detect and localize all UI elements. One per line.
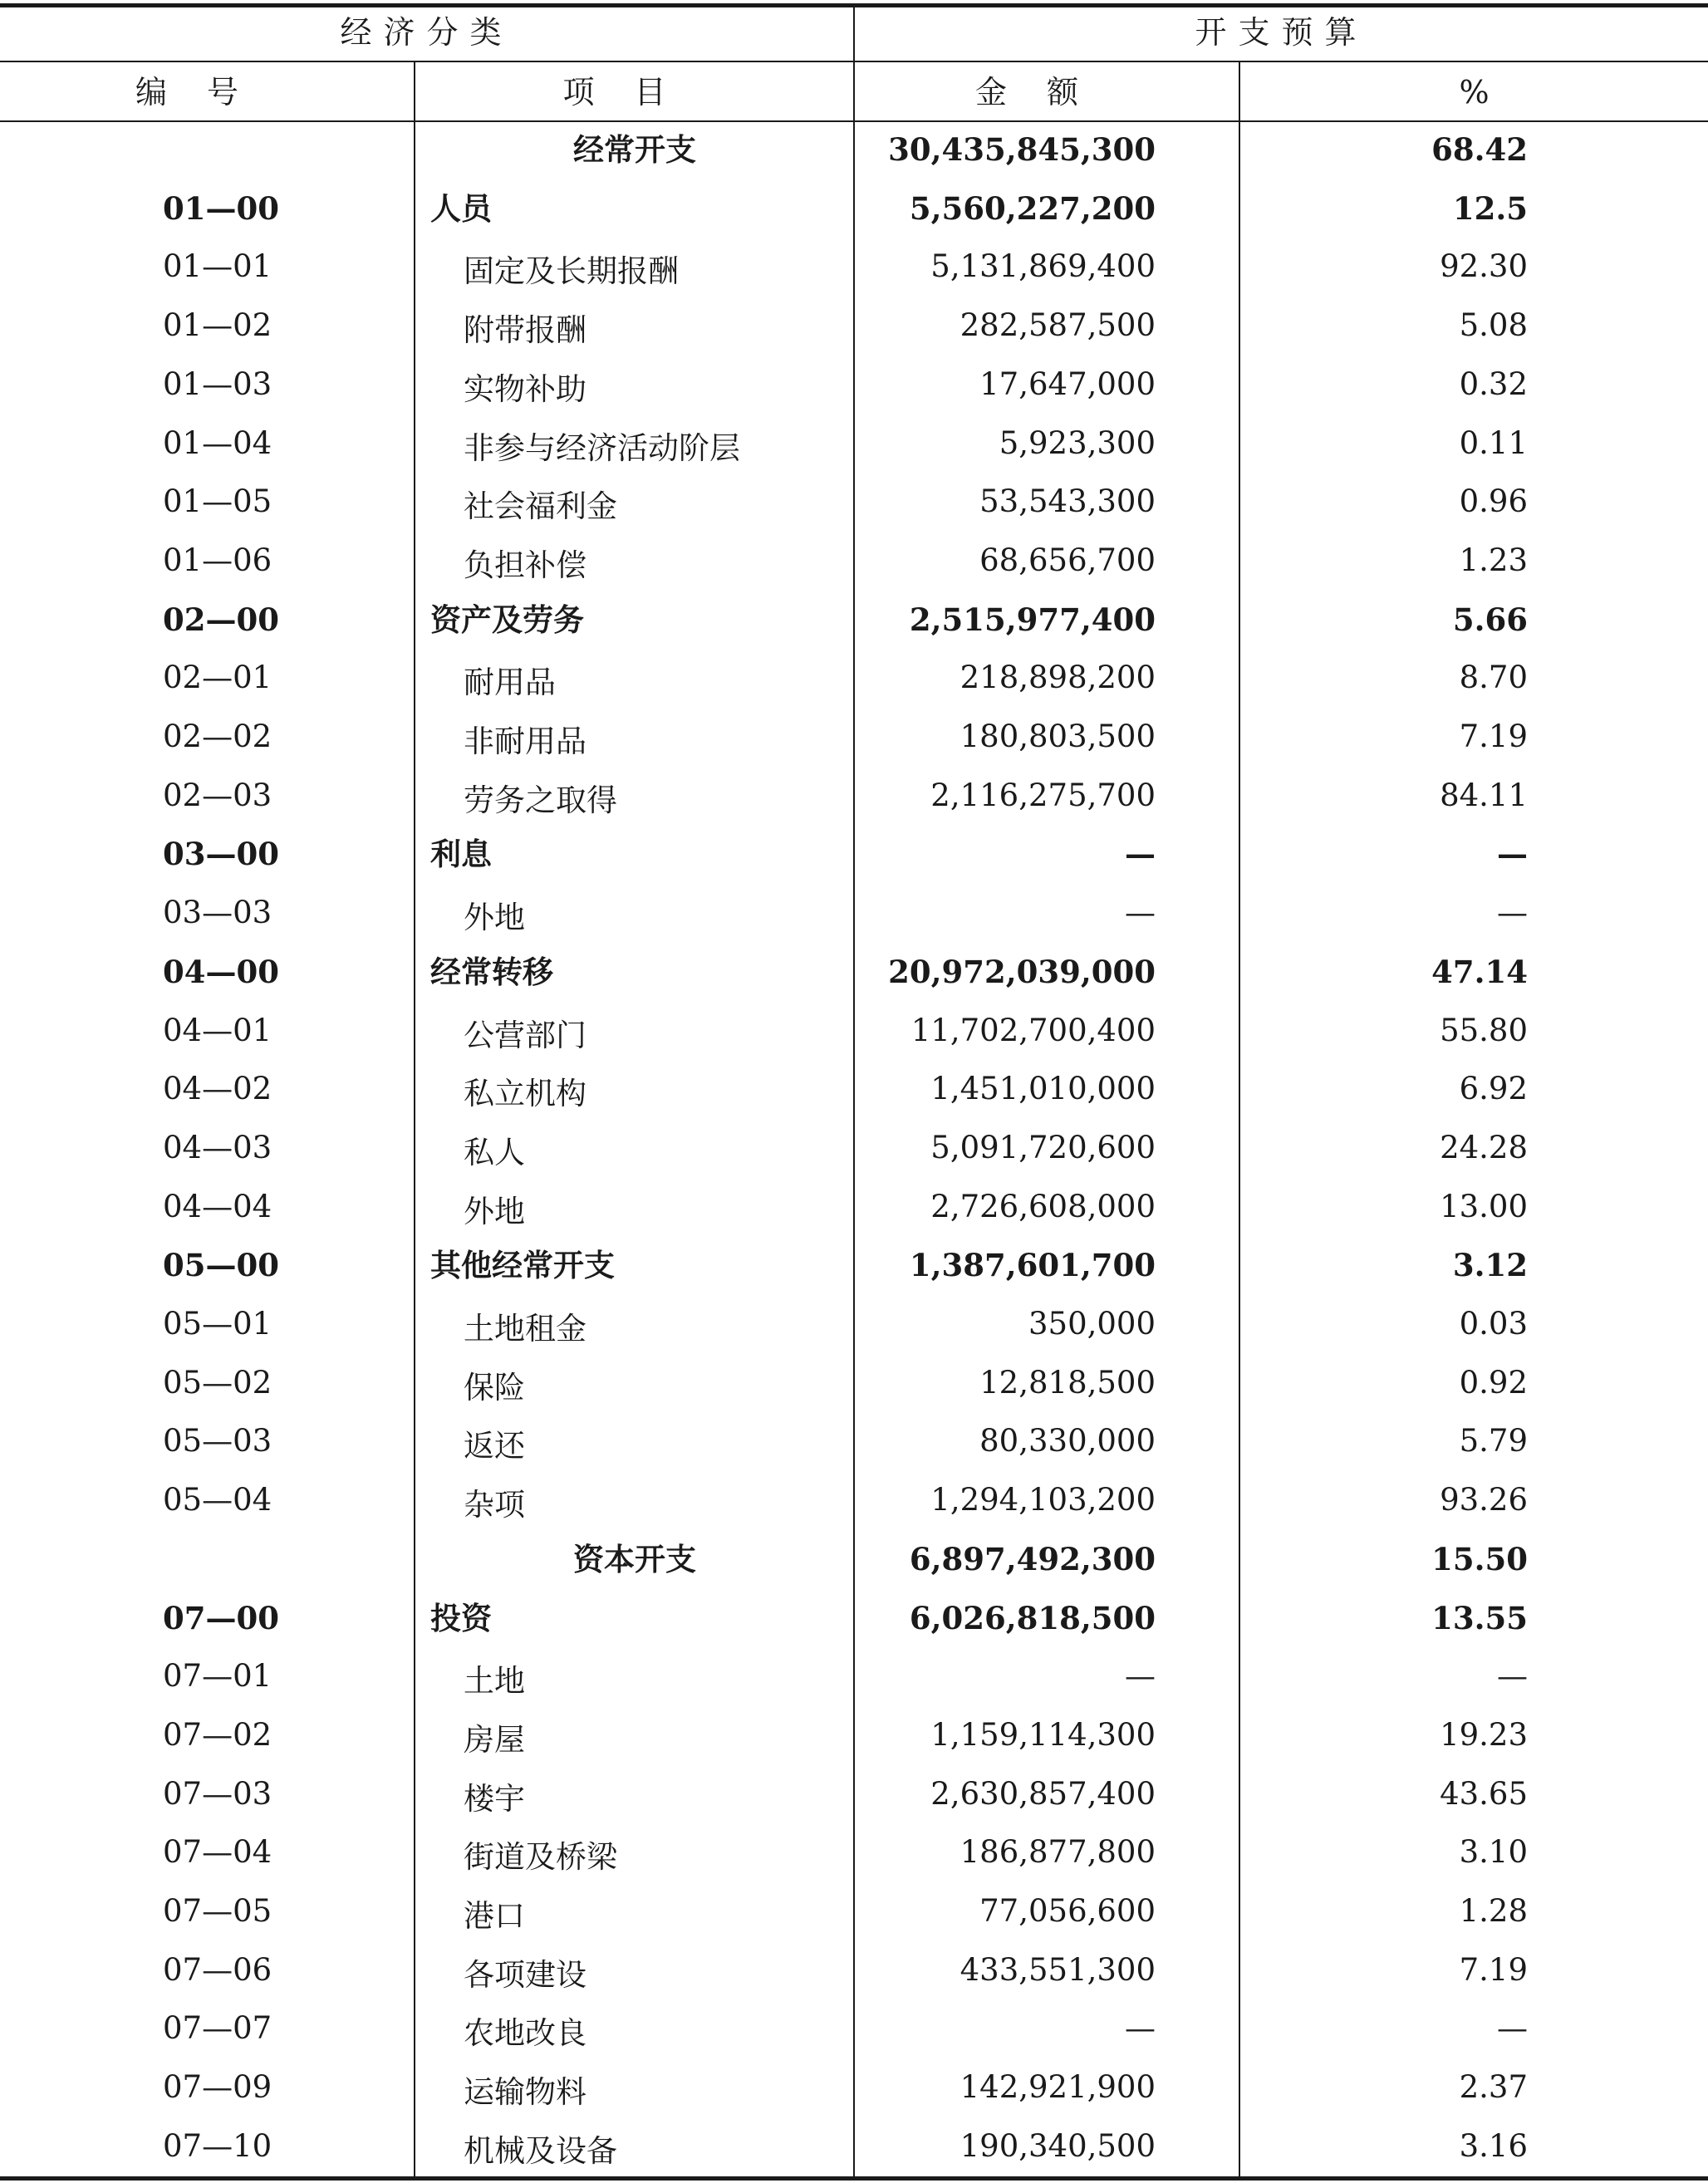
row-item-label: 负担补偿: [464, 547, 587, 583]
row-item-label: 私立机构: [464, 1076, 587, 1112]
row-amount: 5,131,869,400: [930, 248, 1156, 285]
row-item: [464, 2058, 587, 2117]
table-row: [0, 1060, 1708, 1119]
row-item: [464, 415, 740, 473]
row-percent: —: [1497, 895, 1528, 931]
row-item: [464, 708, 587, 767]
row-item: [464, 1412, 525, 1471]
table-row: [0, 356, 1708, 415]
row-amount: 80,330,000: [979, 1423, 1156, 1459]
row-percent: 3.12: [1452, 1247, 1528, 1284]
row-code: 05—02: [163, 1364, 272, 1401]
row-item: [464, 1941, 587, 2000]
table-row: [0, 473, 1708, 532]
row-amount: 53,543,300: [979, 483, 1156, 520]
row-item: [464, 1354, 525, 1413]
row-amount: 1,387,601,700: [909, 1247, 1156, 1284]
row-code: 02—00: [163, 601, 279, 638]
row-code: 03—00: [163, 836, 279, 873]
row-item-label: 劳务之取得: [464, 782, 617, 818]
table-row: [0, 415, 1708, 473]
row-item-label: 经常开支: [573, 131, 696, 168]
row-percent: 8.70: [1459, 660, 1528, 696]
row-item: [464, 532, 587, 591]
row-percent: 43.65: [1440, 1775, 1528, 1812]
table-row: [0, 532, 1708, 591]
row-code: 01—05: [163, 483, 272, 520]
row-percent: 92.30: [1440, 248, 1528, 285]
row-percent: 19.23: [1440, 1716, 1528, 1753]
row-item-label: 街道及桥梁: [464, 1839, 617, 1876]
row-amount: —: [1125, 895, 1156, 931]
row-percent: 7.19: [1459, 1951, 1528, 1988]
row-item-label: 土地: [464, 1663, 525, 1700]
bottom-rule: [0, 2176, 1708, 2181]
row-percent: 24.28: [1440, 1129, 1528, 1165]
row-amount: 6,026,818,500: [909, 1599, 1156, 1636]
row-item-label: 资本开支: [573, 1540, 696, 1577]
row-percent: —: [1497, 1658, 1528, 1695]
row-percent: 1.28: [1459, 1893, 1528, 1929]
table-row: [0, 708, 1708, 767]
row-percent: 3.16: [1459, 2127, 1528, 2164]
row-code: 04—01: [163, 1012, 272, 1048]
table-row: [0, 1002, 1708, 1061]
row-code: 01—02: [163, 307, 272, 344]
row-item-label: 非参与经济活动阶层: [464, 429, 740, 466]
row-percent: 5.08: [1459, 307, 1528, 344]
row-item-label: 实物补助: [464, 370, 587, 407]
row-item-label: 非耐用品: [464, 724, 587, 759]
row-item-label: 附带报酬: [464, 312, 587, 349]
row-amount: 12,818,500: [979, 1364, 1156, 1401]
table-row: [0, 179, 1708, 238]
row-item-label: 农地改良: [464, 2015, 587, 2052]
table-row: [0, 825, 1708, 884]
row-percent: 13.00: [1440, 1188, 1528, 1224]
row-item-label: 各项建设: [464, 1956, 587, 1993]
table-row: [0, 1412, 1708, 1471]
table-row: [0, 1706, 1708, 1765]
table-row: [0, 2058, 1708, 2117]
row-code: 05—04: [163, 1482, 272, 1518]
row-item-label: 运输物料: [464, 2074, 587, 2111]
row-item-label: 土地租金: [464, 1311, 587, 1347]
row-percent: 12.5: [1452, 189, 1528, 227]
row-item: [430, 179, 492, 238]
row-item: [464, 884, 525, 943]
row-percent: 0.32: [1459, 365, 1528, 402]
row-amount: 186,877,800: [960, 1834, 1156, 1871]
row-item: [464, 1471, 525, 1530]
header-expenditure-budget: 开支预算: [1195, 14, 1368, 51]
table-row: [0, 297, 1708, 356]
table-row: [0, 120, 1708, 179]
row-percent: 47.14: [1431, 953, 1528, 990]
row-code: 01—00: [163, 189, 279, 227]
row-percent: 55.80: [1440, 1012, 1528, 1048]
row-amount: 218,898,200: [960, 660, 1156, 696]
table-row: [0, 884, 1708, 943]
row-amount: 17,647,000: [979, 365, 1156, 402]
row-amount: —: [1125, 836, 1156, 873]
row-item: [464, 649, 556, 708]
row-amount: 1,294,103,200: [930, 1482, 1156, 1518]
row-item-label: 私人: [464, 1134, 525, 1170]
row-item-label: 房屋: [464, 1721, 525, 1758]
row-item: [464, 1882, 525, 1941]
table-row: [0, 2117, 1708, 2176]
row-code: 05—00: [163, 1247, 279, 1284]
row-item: [464, 1295, 587, 1354]
header-item: 项目: [562, 74, 706, 110]
row-percent: 93.26: [1440, 1482, 1528, 1518]
row-code: 02—03: [163, 777, 272, 813]
row-amount: 433,551,300: [960, 1951, 1156, 1988]
row-code: 07—03: [163, 1775, 272, 1812]
row-percent: 1.23: [1459, 542, 1528, 578]
row-item: [464, 297, 587, 356]
row-percent: 13.55: [1431, 1599, 1528, 1636]
header-amount: 金额: [974, 74, 1118, 110]
table-row: [0, 1119, 1708, 1178]
table-row: [0, 649, 1708, 708]
row-item: [464, 1178, 525, 1237]
row-amount: 2,630,857,400: [930, 1775, 1156, 1812]
row-amount: 142,921,900: [960, 2069, 1156, 2106]
row-item-label: 返还: [464, 1428, 525, 1464]
row-percent: —: [1497, 2010, 1528, 2047]
row-item: [464, 1999, 587, 2058]
row-percent: 6.92: [1459, 1071, 1528, 1107]
row-item: [415, 1530, 854, 1589]
row-item: [464, 767, 617, 826]
row-amount: 350,000: [1028, 1306, 1156, 1342]
row-percent: 84.11: [1440, 777, 1528, 813]
row-code: 04—02: [163, 1071, 272, 1107]
row-code: 07—00: [163, 1599, 279, 1636]
table-row: [0, 1471, 1708, 1530]
row-code: 07—06: [163, 1951, 272, 1988]
row-item-label: 外地: [464, 1193, 525, 1229]
row-amount: 2,116,275,700: [930, 777, 1156, 813]
row-code: 07—09: [163, 2069, 272, 2106]
row-amount: 77,056,600: [979, 1893, 1156, 1929]
row-item: [464, 473, 617, 532]
row-item: [430, 943, 553, 1002]
row-item: [464, 2117, 617, 2176]
table-row: [0, 1765, 1708, 1824]
row-item: [464, 1119, 525, 1178]
table-row: [0, 1647, 1708, 1706]
row-code: 07—04: [163, 1834, 272, 1871]
table-row: [0, 1589, 1708, 1648]
header-percent: %: [1459, 74, 1490, 110]
row-code: 07—10: [163, 2127, 272, 2164]
row-item-label: 其他经常开支: [430, 1247, 615, 1284]
row-item-label: 经常转移: [430, 953, 553, 990]
row-item: [464, 1706, 525, 1765]
header-code: 编号: [135, 74, 278, 110]
table-row: [0, 1178, 1708, 1237]
row-amount: —: [1125, 1658, 1156, 1695]
row-item-label: 外地: [464, 900, 525, 936]
table-row: [0, 238, 1708, 297]
row-item-label: 保险: [464, 1369, 525, 1405]
row-amount: 6,897,492,300: [909, 1540, 1156, 1577]
row-code: 01—06: [163, 542, 272, 578]
row-percent: —: [1497, 836, 1528, 873]
row-amount: 2,726,608,000: [930, 1188, 1156, 1224]
row-code: 04—00: [163, 953, 279, 990]
row-percent: 0.92: [1459, 1364, 1528, 1401]
row-code: 04—03: [163, 1129, 272, 1165]
row-percent: 7.19: [1459, 719, 1528, 754]
row-item-label: 港口: [464, 1898, 525, 1934]
row-amount: 68,656,700: [979, 542, 1156, 578]
row-item: [430, 591, 584, 650]
row-item-label: 机械及设备: [464, 2132, 617, 2169]
row-code: 05—01: [163, 1306, 272, 1342]
row-code: 03—03: [163, 895, 272, 931]
row-code: 02—01: [163, 660, 272, 696]
row-item-label: 利息: [430, 836, 492, 873]
row-percent: 68.42: [1431, 131, 1528, 168]
row-percent: 3.10: [1459, 1834, 1528, 1871]
row-item-label: 公营部门: [464, 1017, 587, 1053]
table-row: [0, 1236, 1708, 1295]
row-item: [464, 356, 587, 415]
row-item-label: 杂项: [464, 1487, 525, 1523]
row-item: [464, 1647, 525, 1706]
table-row: [0, 1295, 1708, 1354]
row-code: 07—01: [163, 1658, 272, 1695]
row-amount: 5,560,227,200: [909, 189, 1156, 227]
row-percent: 5.79: [1459, 1423, 1528, 1459]
row-amount: 282,587,500: [960, 307, 1156, 344]
row-amount: 180,803,500: [960, 719, 1156, 754]
row-amount: 20,972,039,000: [888, 953, 1156, 990]
row-code: 07—05: [163, 1893, 272, 1929]
row-code: 01—03: [163, 365, 272, 402]
row-item-label: 楼宇: [464, 1780, 525, 1817]
row-item: [464, 1823, 617, 1882]
row-code: 05—03: [163, 1423, 272, 1459]
row-amount: 1,159,114,300: [930, 1716, 1156, 1753]
row-percent: 5.66: [1452, 601, 1528, 638]
row-percent: 0.11: [1459, 424, 1528, 461]
row-item: [430, 825, 492, 884]
row-item-label: 投资: [430, 1599, 492, 1636]
row-amount: 11,702,700,400: [910, 1012, 1156, 1048]
row-amount: 30,435,845,300: [888, 131, 1156, 168]
row-percent: 0.96: [1459, 483, 1528, 520]
row-amount: 1,451,010,000: [930, 1071, 1156, 1107]
row-item: [464, 1060, 587, 1119]
row-code: 02—02: [163, 719, 272, 754]
row-code: 07—02: [163, 1716, 272, 1753]
table-row: [0, 1823, 1708, 1882]
row-amount: 2,515,977,400: [909, 601, 1156, 638]
row-item-label: 固定及长期报酬: [464, 253, 679, 290]
row-item: [415, 120, 854, 179]
row-item-label: 社会福利金: [464, 488, 617, 525]
table-row: [0, 1999, 1708, 2058]
row-code: 04—04: [163, 1188, 272, 1224]
row-item: [464, 238, 679, 297]
row-item-label: 资产及劳务: [430, 601, 584, 638]
row-amount: 5,091,720,600: [930, 1129, 1156, 1165]
row-item: [464, 1765, 525, 1824]
row-amount: —: [1125, 2010, 1156, 2047]
row-amount: 5,923,300: [999, 424, 1156, 461]
table-row: [0, 1882, 1708, 1941]
table-row: [0, 1941, 1708, 2000]
row-item: [430, 1589, 492, 1648]
row-code: 01—04: [163, 424, 272, 461]
row-item: [464, 1002, 587, 1061]
table-row: [0, 1530, 1708, 1589]
table-row: [0, 767, 1708, 826]
row-item-label: 耐用品: [464, 665, 556, 701]
row-percent: 0.03: [1459, 1306, 1528, 1342]
header-economic-classification: 经济分类: [340, 14, 513, 51]
row-amount: 190,340,500: [960, 2127, 1156, 2164]
row-percent: 2.37: [1459, 2069, 1528, 2106]
table-row: [0, 591, 1708, 650]
table-row: [0, 943, 1708, 1002]
row-item-label: 人员: [430, 189, 492, 227]
table-row: [0, 1354, 1708, 1413]
row-item: [430, 1236, 615, 1295]
row-code: 07—07: [163, 2010, 272, 2047]
row-code: 01—01: [163, 248, 272, 285]
row-percent: 15.50: [1431, 1540, 1528, 1577]
